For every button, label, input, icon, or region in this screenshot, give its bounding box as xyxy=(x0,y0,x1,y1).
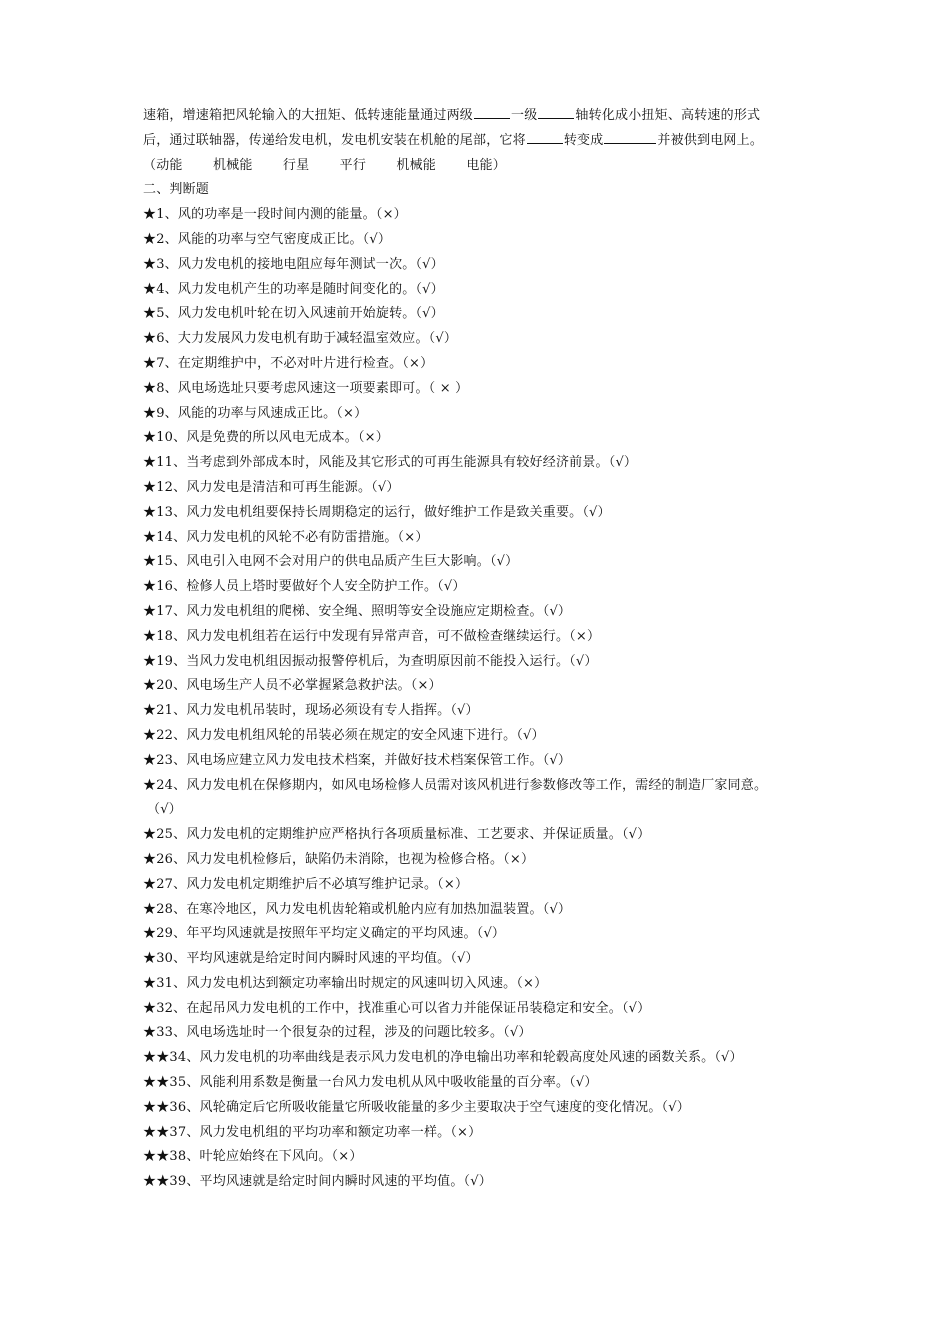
difficulty-star-icon: ★ xyxy=(143,430,157,446)
judgment-question xyxy=(143,898,823,923)
difficulty-star-icon: ★ xyxy=(143,926,157,942)
question-text: 35、风能利用系数是衡量一台风力发电机从风中吸收能量的百分率。（√） xyxy=(169,1075,598,1091)
question-text: 28、在寒冷地区，风力发电机齿轮箱或机舱内应有加热加温装置。（√） xyxy=(156,901,572,917)
judgment-question xyxy=(143,1145,823,1170)
judgment-question xyxy=(143,724,823,749)
judgment-question xyxy=(143,1096,823,1121)
difficulty-star-icon: ★ xyxy=(143,405,157,421)
question-text: 23、风电场应建立风力发电技术档案，并做好技术档案保管工作。（√） xyxy=(156,752,572,768)
difficulty-star-icon: ★ xyxy=(143,777,157,793)
difficulty-star-icon: ★ xyxy=(143,529,157,545)
judgment-question xyxy=(143,947,823,972)
judgment-question xyxy=(143,228,823,253)
question-text: 12、风力发电是清洁和可再生能源。（√） xyxy=(156,479,400,495)
difficulty-star-icon: ★ xyxy=(143,727,157,743)
judgment-question xyxy=(143,451,823,476)
judgment-question xyxy=(143,997,823,1022)
judgment-question xyxy=(143,501,823,526)
judgment-question xyxy=(143,402,823,427)
fill-in-text: 转变成 xyxy=(563,132,604,148)
judgment-question xyxy=(143,873,823,898)
judgment-question xyxy=(143,526,823,551)
question-text: 3、风力发电机的接地电阻应每年测试一次。（√） xyxy=(156,256,444,272)
difficulty-star-icon: ★ xyxy=(143,851,157,867)
question-text: 31、风力发电机达到额定功率输出时规定的风速叫切入风速。（×） xyxy=(156,975,548,991)
judgment-question xyxy=(143,625,823,650)
document-content xyxy=(143,104,823,1195)
difficulty-star-icon: ★ xyxy=(143,207,157,223)
difficulty-star-icon: ★ xyxy=(143,331,157,347)
difficulty-star-icon: ★ xyxy=(143,579,157,595)
difficulty-star-icon: ★ xyxy=(143,628,157,644)
question-text: 7、在定期维护中，不必对叶片进行检查。（×） xyxy=(156,355,434,371)
difficulty-star-icon: ★ xyxy=(143,355,157,371)
judgment-question-list xyxy=(143,203,823,1195)
question-text: 5、风力发电机叶轮在切入风速前开始旋转。（√） xyxy=(156,306,444,322)
judgment-question xyxy=(143,302,823,327)
question-text-continuation: （√） xyxy=(147,802,182,818)
question-text: 30、平均风速就是给定时间内瞬时风速的平均值。（√） xyxy=(156,951,479,967)
judgment-question xyxy=(143,600,823,625)
question-text: 4、风力发电机产生的功率是随时间变化的。（√） xyxy=(156,281,444,297)
option-word: 平行 xyxy=(339,157,367,173)
judgment-question xyxy=(143,848,823,873)
fill-in-line-1 xyxy=(143,104,823,129)
judgment-question xyxy=(143,203,823,228)
judgment-question xyxy=(143,476,823,501)
judgment-question xyxy=(143,1021,823,1046)
question-text: 25、风力发电机的定期维护应严格执行各项质量标准、工艺要求、并保证质量。（√） xyxy=(156,827,651,843)
judgment-question xyxy=(143,922,823,947)
question-text: 24、风力发电机在保修期内，如风电场检修人员需对该风机进行参数修改等工作，需经的制造厂家同意。 xyxy=(156,777,768,793)
question-text: 15、风电引入电网不会对用户的供电品质产生巨大影响。（√） xyxy=(156,554,519,570)
difficulty-star-icon: ★ xyxy=(143,231,157,247)
question-text: 1、风的功率是一段时间内测的能量。（×） xyxy=(156,207,407,223)
difficulty-star-icon: ★ xyxy=(143,876,157,892)
judgment-question xyxy=(143,377,823,402)
question-text: 19、当风力发电机组因振动报警停机后，为查明原因前不能投入运行。（√） xyxy=(156,653,598,669)
judgment-question xyxy=(143,575,823,600)
option-word: 电能） xyxy=(466,157,506,173)
option-word: 机械能 xyxy=(212,157,253,173)
difficulty-star-icon: ★★ xyxy=(143,1174,170,1190)
question-text: 13、风力发电机组要保持长周期稳定的运行，做好维护工作是致关重要。（√） xyxy=(156,504,611,520)
difficulty-star-icon: ★ xyxy=(143,479,157,495)
fill-in-text: 并被供到电网上。 xyxy=(657,132,764,148)
judgment-question xyxy=(143,749,823,774)
answer-blank xyxy=(474,106,510,119)
fill-in-text: 后，通过联轴器，传递给发电机，发电机安装在机舱的尾部，它将 xyxy=(143,132,526,148)
difficulty-star-icon: ★ xyxy=(143,653,157,669)
question-text: 20、风电场生产人员不必掌握紧急救护法。（×） xyxy=(156,678,442,694)
question-text: 2、风能的功率与空气密度成正比。（√） xyxy=(156,231,392,247)
option-word: （动能 xyxy=(143,157,183,173)
question-text: 27、风力发电机定期维护后不必填写维护记录。（×） xyxy=(156,876,469,892)
judgment-question xyxy=(143,426,823,451)
judgment-question xyxy=(143,774,823,799)
question-text: 18、风力发电机组若在运行中发现有异常声音，可不做检查继续运行。（×） xyxy=(156,628,601,644)
judgment-question xyxy=(143,550,823,575)
difficulty-star-icon: ★ xyxy=(143,1025,157,1041)
difficulty-star-icon: ★★ xyxy=(143,1075,170,1091)
judgment-question xyxy=(143,1121,823,1146)
question-text: 22、风力发电机组风轮的吊装必须在规定的安全风速下进行。（√） xyxy=(156,727,545,743)
difficulty-star-icon: ★ xyxy=(143,554,157,570)
fill-in-text: 一级 xyxy=(511,108,538,123)
judgment-question xyxy=(143,1170,823,1195)
difficulty-star-icon: ★ xyxy=(143,455,157,471)
difficulty-star-icon: ★★ xyxy=(143,1124,170,1140)
difficulty-star-icon: ★ xyxy=(143,951,157,967)
question-text: 6、大力发展风力发电机有助于减轻温室效应。（√） xyxy=(156,331,458,347)
difficulty-star-icon: ★ xyxy=(143,504,157,520)
judgment-question xyxy=(143,674,823,699)
question-text: 38、叶轮应始终在下风向。（×） xyxy=(169,1149,363,1165)
judgment-question xyxy=(143,650,823,675)
question-text: 21、风力发电机吊装时，现场必须设有专人指挥。（√） xyxy=(156,703,479,719)
question-text: 17、风力发电机组的爬梯、安全绳、照明等安全设施应定期检查。（√） xyxy=(156,603,572,619)
judgment-question xyxy=(143,352,823,377)
difficulty-star-icon: ★ xyxy=(143,678,157,694)
question-text: 9、风能的功率与风速成正比。（×） xyxy=(156,405,368,421)
judgment-question xyxy=(143,1071,823,1096)
difficulty-star-icon: ★ xyxy=(143,306,157,322)
fill-in-text: 速箱，增速箱把风轮输入的大扭矩、低转速能量通过两级 xyxy=(143,108,474,123)
question-text: 32、在起吊风力发电机的工作中，找准重心可以省力并能保证吊装稳定和安全。（√） xyxy=(156,1000,651,1016)
judgment-question xyxy=(143,253,823,278)
question-text: 26、风力发电机检修后，缺陷仍未消除，也视为检修合格。（×） xyxy=(156,851,535,867)
difficulty-star-icon: ★★ xyxy=(143,1050,170,1066)
question-text: 16、检修人员上塔时要做好个人安全防护工作。（√） xyxy=(156,579,466,595)
difficulty-star-icon: ★★ xyxy=(143,1099,170,1115)
question-text: 14、风力发电机的风轮不必有防雷措施。（×） xyxy=(156,529,429,545)
judgment-question xyxy=(143,972,823,997)
difficulty-star-icon: ★ xyxy=(143,1000,157,1016)
question-text: 11、当考虑到外部成本时，风能及其它形式的可再生能源具有较好经济前景。（√） xyxy=(156,455,638,471)
judgment-question xyxy=(143,1046,823,1071)
fill-in-line-2 xyxy=(143,129,823,154)
judgment-question xyxy=(143,699,823,724)
difficulty-star-icon: ★ xyxy=(143,901,157,917)
difficulty-star-icon: ★★ xyxy=(143,1149,170,1165)
difficulty-star-icon: ★ xyxy=(143,281,157,297)
question-text: 37、风力发电机组的平均功率和额定功率一样。（×） xyxy=(169,1124,482,1140)
difficulty-star-icon: ★ xyxy=(143,603,157,619)
question-text: 29、年平均风速就是按照年平均定义确定的平均风速。（√） xyxy=(156,926,506,942)
judgment-question xyxy=(143,327,823,352)
section-title: 二、判断题 xyxy=(143,182,210,198)
difficulty-star-icon: ★ xyxy=(143,703,157,719)
question-text: 36、风轮确定后它所吸收能量它所吸收能量的多少主要取决于空气速度的变化情况。（√） xyxy=(169,1099,690,1115)
question-text: 33、风电场选址时一个很复杂的过程，涉及的问题比较多。（√） xyxy=(156,1025,532,1041)
difficulty-star-icon: ★ xyxy=(143,256,157,272)
question-text: 10、风是免费的所以风电无成本。（×） xyxy=(156,430,389,446)
answer-blank xyxy=(538,106,574,119)
question-text: 39、平均风速就是给定时间内瞬时风速的平均值。（√） xyxy=(169,1174,492,1190)
answer-blank xyxy=(604,131,656,144)
difficulty-star-icon: ★ xyxy=(143,752,157,768)
difficulty-star-icon: ★ xyxy=(143,827,157,843)
option-word: 机械能 xyxy=(396,157,437,173)
question-text: 34、风力发电机的功率曲线是表示风力发电机的净电输出功率和轮毂高度处风速的函数关系。（√） xyxy=(169,1050,743,1066)
difficulty-star-icon: ★ xyxy=(143,380,157,396)
question-text: 8、风电场选址只要考虑风速这一项要素即可。（ × ） xyxy=(156,380,469,396)
answer-options xyxy=(143,154,823,179)
answer-blank xyxy=(527,131,563,144)
option-word: 行星 xyxy=(282,157,310,173)
judgment-question xyxy=(143,278,823,303)
fill-in-text: 轴转化成小扭矩、高转速的形式 xyxy=(575,108,761,123)
judgment-question xyxy=(143,823,823,848)
difficulty-star-icon: ★ xyxy=(143,975,157,991)
